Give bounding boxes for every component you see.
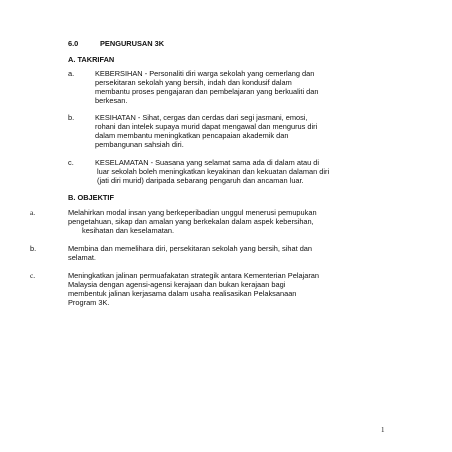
definition-marker: b. (68, 113, 75, 122)
definition-line: (jati diri murid) daripada sebarang pengaruh dan ancaman luar. (97, 176, 304, 185)
objective-line: Malaysia dengan agensi-agensi kerajaan dan bukan kerajaan bagi (68, 280, 286, 289)
objective-line: membentuk jalinan kerjasama dalam usaha realisasikan Pelaksanaan (68, 289, 297, 298)
objective-line: Membina dan memelihara diri, persekitaran sekolah yang bersih, sihat dan (68, 244, 313, 253)
page-title: PENGURUSAN 3K (100, 39, 165, 48)
objective-line: kesihatan dan keselamatan. (82, 226, 175, 235)
page-number: 1 (381, 426, 385, 434)
objective-line: Meningkatkan jalinan permuafakatan strategik antara Kementerian Pelajaran (68, 271, 320, 280)
definition-line: rohani dan intelek supaya murid dapat mengawal dan mengurus diri (95, 122, 318, 131)
objective-marker: c. (30, 271, 36, 280)
objective-line: selamat. (68, 253, 96, 262)
definition-line: KESIHATAN - Sihat, cergas dan cerdas dari segi jasmani, emosi, (95, 113, 308, 122)
objective-line: pengetahuan, sikap dan amalan yang berkekalan dalam aspek kebersihan, (68, 217, 314, 226)
objective-marker: a. (30, 208, 36, 217)
section-number: 6.0 (68, 39, 79, 48)
definition-marker: c. (68, 158, 74, 167)
definition-line: KESELAMATAN - Suasana yang selamat sama ada di dalam atau di (95, 158, 320, 167)
section-a-title: A. TAKRIFAN (68, 55, 115, 64)
objective-line: Program 3K. (68, 298, 110, 307)
definition-line: pembangunan sahsiah diri. (95, 140, 184, 149)
definition-line: persekitaran sekolah yang bersih, indah dan kondusif dalam (95, 78, 292, 87)
definition-line: berkesan. (95, 96, 128, 105)
objective-marker: b. (30, 244, 37, 253)
definition-line: dalam membantu meningkatkan pencapaian akademik dan (95, 131, 289, 140)
section-b-title: B. OBJEKTIF (68, 193, 114, 202)
definition-line: membantu proses pengajaran dan pembelajaran yang berkualiti dan (95, 87, 319, 96)
definition-marker: a. (68, 69, 75, 78)
definition-line: KEBERSIHAN - Personaliti diri warga sekolah yang cemerlang dan (95, 69, 315, 78)
objective-line: Melahirkan modal insan yang berkeperibadian unggul menerusi pemupukan (68, 208, 317, 217)
definition-line: luar sekolah boleh meningkatkan keyakinan dan kekuatan dalaman diri (97, 167, 330, 176)
